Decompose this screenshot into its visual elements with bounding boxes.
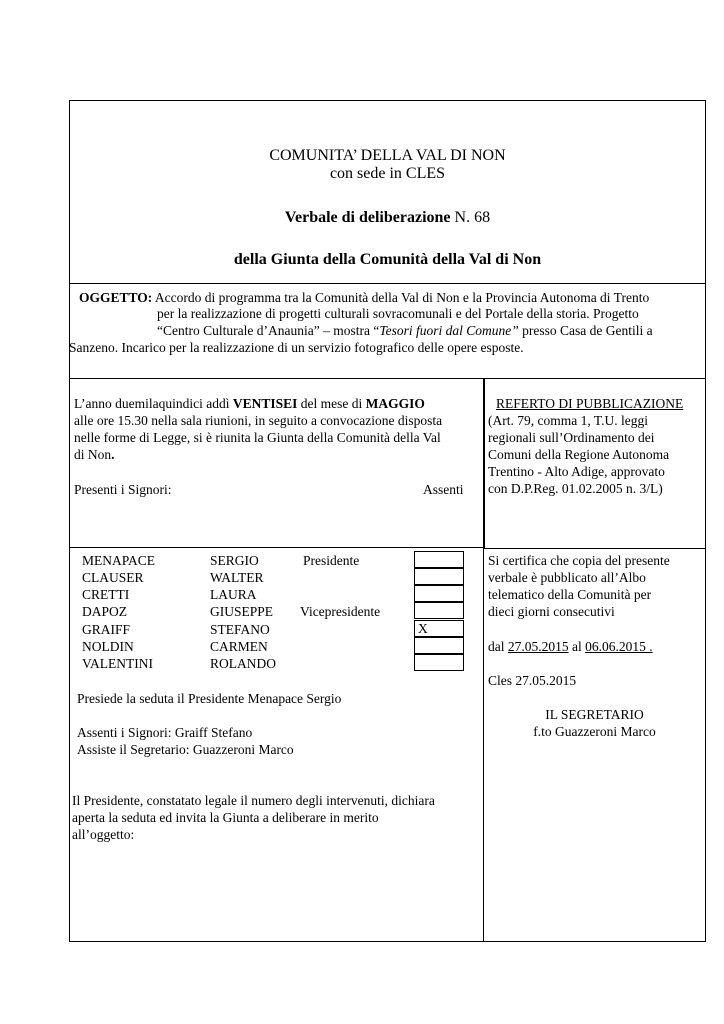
secretary-signature: f.to Guazzeroni Marco (533, 724, 656, 739)
referto-line-5: con D.P.Reg. 01.02.2005 n. 3/L) (488, 481, 663, 496)
referto-line-3: Comuni della Regione Autonoma (488, 447, 670, 462)
intro-text-4a: di Non (74, 447, 112, 462)
closing-line-3: all’oggetto: (72, 827, 135, 842)
header-divider (69, 283, 706, 284)
member-row (82, 655, 153, 673)
member-surname: NOLDIN (82, 639, 134, 654)
member-role: Presidente (303, 553, 360, 568)
member-row (82, 638, 134, 656)
intro-line-1 (74, 395, 425, 413)
assiste-line: Assiste il Segretario: Guazzeroni Marco (77, 742, 294, 757)
intro-text-1c: del mese di (297, 396, 366, 411)
oggetto-text-3a: “Centro Culturale d’Anaunia” – mostra “ (157, 323, 380, 338)
member-surname: CLAUSER (82, 570, 144, 585)
date-to: 06.06.2015 . (585, 639, 653, 654)
member-row (82, 603, 127, 621)
member-row (82, 586, 129, 604)
publication-period (488, 638, 653, 656)
member-name: LAURA (210, 587, 257, 602)
assenti-signori-line: Assenti i Signori: Graiff Stefano (77, 725, 253, 740)
member-name: CARMEN (210, 639, 268, 654)
entity-name: COMUNITA’ DELLA VAL DI NON (269, 147, 506, 164)
closing-line-1: Il Presidente, constatato legale il numero degli intervenuti, dichiara (72, 793, 435, 808)
absent-cell (414, 551, 464, 568)
members-divider (483, 548, 706, 549)
verbale-label: Verbale di deliberazione (284, 209, 451, 226)
member-name: STEFANO (210, 622, 270, 637)
intro-day: VENTISEI (232, 396, 298, 411)
absent-cell (414, 637, 464, 654)
verbale-number: N. 68 (450, 209, 491, 226)
member-surname: MENAPACE (82, 553, 156, 568)
giunta-title: della Giunta della Comunità della Val di Non (233, 251, 542, 268)
referto-line-2: regionali sull’Ordinamento dei (488, 430, 655, 445)
referto-title: REFERTO DI PUBBLICAZIONE (496, 396, 684, 411)
verbale-title (69, 208, 706, 228)
presiede-line: Presiede la seduta il Presidente Menapace Sergio (77, 691, 342, 706)
member-surname: GRAIFF (82, 622, 131, 637)
secretary-role: IL SEGRETARIO (545, 707, 644, 722)
closing-line-2: aperta la seduta ed invita la Giunta a deliberare in merito (72, 810, 379, 825)
member-row (82, 552, 155, 570)
entity-seat: con sede in CLES (329, 165, 446, 182)
member-row (82, 621, 130, 639)
member-name: ROLANDO (210, 656, 276, 671)
date-from: 27.05.2015 (507, 639, 569, 654)
certifica-line-3: telematico della Comunità per (488, 587, 652, 602)
certifica-line-2: verbale è pubblicato all’Albo (488, 570, 646, 585)
column-divider (483, 378, 484, 942)
intro-line-4 (74, 446, 115, 464)
absent-cell (414, 602, 464, 619)
member-surname: VALENTINI (82, 656, 153, 671)
member-name: GIUSEPPE (210, 604, 274, 619)
referto-line-1: (Art. 79, comma 1, T.U. leggi (488, 413, 648, 428)
intro-line-3: nelle forme di Legge, si è riunita la Giunta della Comunità della Val (74, 430, 441, 445)
oggetto-label: OGGETTO: (79, 290, 153, 305)
intro-line-2: alle ore 15.30 nella sala riunioni, in seguito a convocazione disposta (74, 413, 443, 428)
intro-text-4b: . (111, 447, 115, 462)
place-date: Cles 27.05.2015 (488, 673, 577, 688)
absent-cell (414, 585, 464, 602)
oggetto-text-1: Accordo di programma tra la Comunità della Val di Non e la Provincia Autonoma di Trento (152, 290, 650, 305)
member-surname: CRETTI (82, 587, 130, 602)
presenti-label: Presenti i Signori: (74, 482, 172, 497)
member-name: WALTER (210, 570, 264, 585)
oggetto-line-3 (157, 322, 653, 340)
absent-cell: X (414, 620, 464, 637)
oggetto-line-1 (79, 289, 649, 307)
member-row (82, 569, 144, 587)
oggetto-text-3c: presso Casa de Gentili a (518, 323, 653, 338)
absent-cell (414, 654, 464, 671)
certifica-line-1: Si certifica che copia del presente (488, 553, 670, 568)
member-name: SERGIO (210, 553, 259, 568)
referto-line-4: Trentino - Alto Adige, approvato (488, 464, 665, 479)
assenti-label: Assenti (423, 482, 464, 497)
absent-cell (414, 568, 464, 585)
oggetto-line-2: per la realizzazione di progetti culturali sovracomunali e del Portale della storia. Progetto (157, 306, 639, 321)
member-role: Vicepresidente (300, 604, 381, 619)
member-surname: DAPOZ (82, 604, 128, 619)
dal-label: dal (488, 639, 508, 654)
oggetto-text-3b: Tesori fuori dal Comune” (379, 323, 519, 338)
al-label: al (568, 639, 586, 654)
oggetto-line-4: Sanzeno. Incarico per la realizzazione di un servizio fotografico delle opere esposte. (69, 340, 524, 355)
intro-month: MAGGIO (365, 396, 425, 411)
certifica-line-4: dieci giorni consecutivi (488, 604, 615, 619)
intro-text-1a: L’anno duemilaquindici addì (74, 396, 233, 411)
